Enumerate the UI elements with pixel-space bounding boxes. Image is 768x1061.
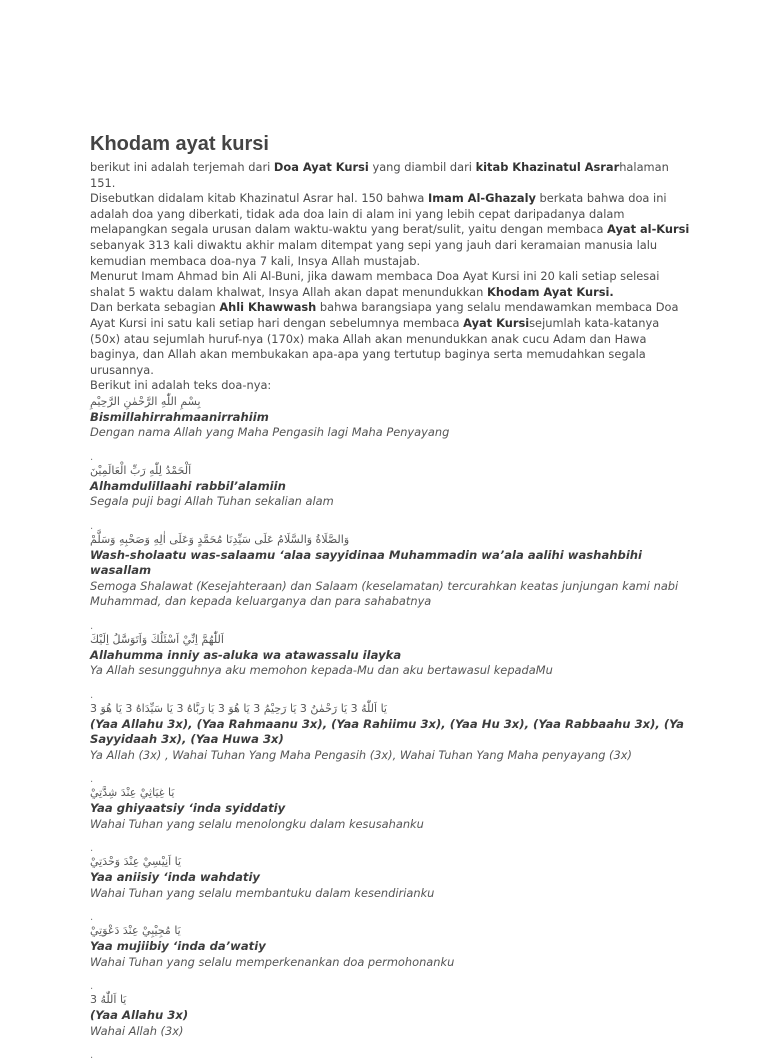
- separator-dot: .: [90, 981, 94, 993]
- prayer-entry: [90, 923, 690, 970]
- intro-text: sebanyak 313 kali diwaktu akhir malam ditempat yang sepi yang jauh dari keramaian manusia lalu kemudian membaca doa-nya 7 kali, Insya Allah mustajab.: [90, 237, 658, 268]
- intro-text: berkata bahwa doa ini adalah doa yang diberkati, tidak ada doa lain di alam ini yang lebih cepat daripadanya dalam melapangkan segala urusan dalam waktu-waktu yang berat/sulit, yaitu dengan membaca: [90, 191, 667, 237]
- translation: Segala puji bagi Allah Tuhan sekalian alam: [90, 494, 334, 509]
- arabic-text: يَا اَنِيْسِيْ عِنْدَ وَحْدَتِيْ: [90, 855, 182, 869]
- transliteration: Yaa mujiibiy ‘inda da’watiy: [90, 939, 266, 954]
- prayer-entry: [90, 854, 690, 901]
- prayer-entry: [90, 632, 690, 679]
- translation: Dengan nama Allah yang Maha Pengasih lagi Maha Penyayang: [90, 425, 450, 440]
- translation: Ya Allah (3x) , Wahai Tuhan Yang Maha Pengasih (3x), Wahai Tuhan Yang Maha penyayang (3x): [90, 747, 632, 762]
- arabic-text: يَا اَللّٰهُ 3 يَا رَحْمٰنُ 3 يَا رَحِيْمُ 3 يَا هُوَ 3 يَا رَبَّاهُ 3 يَا سَيِّدَاهُ 3 يَا هُوَ 3: [90, 701, 387, 715]
- separator-dot: .: [90, 774, 94, 786]
- intro-text: Disebutkan didalam kitab Khazinatul Asrar hal. 150 bahwa: [90, 191, 429, 206]
- arabic-text: اَلْحَمْدُ لِلّٰهِ رَبِّ الْعَالَمِيْنَ: [90, 463, 192, 477]
- translation: Wahai Tuhan yang selalu menolongku dalam kesusahanku: [90, 816, 424, 831]
- intro-text: berikut ini adalah terjemah dari: [90, 160, 274, 174]
- intro-paragraph-1: [90, 160, 690, 191]
- intro-text: sejumlah kata-katanya (50x) atau sejumlah huruf-nya (170x) maka Allah akan menundukkan anak cucu Adam dan Hawa baginya, dan Allah akan membukakan apa-apa yang tertutup baginya serta memudahkan segala urusannya.: [90, 315, 660, 377]
- transliteration: Yaa aniisiy ‘inda wahdatiy: [90, 870, 260, 885]
- intro-text: yang diambil dari: [368, 160, 476, 174]
- arabic-text: بِسْمِ اللّٰهِ الرَّحْمٰنِ الرَّحِيْمِ: [90, 394, 201, 408]
- intro-text: Menurut Imam Ahmad bin Ali Al-Buni, jika dawam membaca Doa Ayat Kursi ini 20 kali setiap selesai shalat 5 waktu dalam khalwat, Insya Allah akan dapat menundukkan: [90, 269, 660, 299]
- intro-paragraph-5: Berikut ini adalah teks doa-nya:: [90, 378, 272, 393]
- separator-dot: .: [90, 620, 94, 632]
- prayer-entries: [90, 394, 690, 1061]
- transliteration: Wash-sholaatu was-salaamu ‘alaa sayyidinaa Muhammadin wa’ala aalihi washahbihi wasallam: [90, 547, 643, 578]
- arabic-text: يَا غِيَاثِيْ عِنْدَ شِدَّتِيْ: [90, 786, 175, 800]
- intro-paragraph-3: [90, 269, 690, 300]
- arabic-text: يَا مُجِيْبِيْ عِنْدَ دَعْوَتِيْ: [90, 924, 181, 938]
- transliteration: Bismillahirrahmaanirrahiim: [90, 409, 269, 424]
- prayer-entry: [90, 992, 690, 1039]
- intro-bold: Ayat Kursi: [463, 315, 530, 330]
- intro-text: Dan berkata sebagian: [90, 300, 220, 315]
- intro-paragraph-4: [90, 300, 690, 378]
- transliteration: (Yaa Allahu 3x): [90, 1008, 189, 1023]
- page-title: Khodam ayat kursi: [90, 133, 269, 155]
- prayer-entry: [90, 701, 690, 764]
- intro-text: bahwa barangsiapa yang selalu mendawamkan membaca Doa Ayat Kursi ini satu kali setiap hari dengan sebelumnya membaca: [90, 300, 679, 330]
- intro-bold: kitab Khazinatul Asrar: [475, 160, 620, 174]
- transliteration: Allahumma inniy as-aluka wa atawassalu ilayka: [90, 647, 402, 662]
- prayer-entry: [90, 394, 690, 441]
- separator-dot: .: [90, 843, 94, 855]
- intro-bold: Khodam Ayat Kursi.: [487, 284, 614, 299]
- translation: Wahai Allah (3x): [90, 1023, 184, 1038]
- translation: Wahai Tuhan yang selalu membantuku dalam kesendirianku: [90, 885, 435, 900]
- transliteration: (Yaa Allahu 3x), (Yaa Rahmaanu 3x), (Yaa Rahiimu 3x), (Yaa Hu 3x), (Yaa Rabbaahu 3x), (Ya Sayyidaah 3x), (Yaa Huwa 3x): [90, 716, 684, 747]
- separator-dot: .: [90, 1050, 94, 1061]
- separator-dot: .: [90, 689, 94, 701]
- translation: Semoga Shalawat (Kesejahteraan) dan Salaam (keselamatan) tercurahkan keatas junjungan kami nabi Muhammad, dan kepada keluarganya dan para sahabatnya: [90, 578, 679, 609]
- arabic-text: اَللّٰهُمَّ اِنِّيْ اَسْئَلُكَ وَاَتَوَسَّلُ اِلَيْكَ: [90, 632, 224, 646]
- separator-dot: .: [90, 451, 94, 463]
- document-page: [90, 132, 690, 1061]
- intro-bold: Doa Ayat Kursi: [273, 160, 369, 174]
- arabic-text: يَا اَللّٰهُ 3: [90, 993, 127, 1007]
- separator-dot: .: [90, 912, 94, 924]
- prayer-entry: [90, 785, 690, 832]
- arabic-text: وَالصَّلَاةُ وَالسَّلَامُ عَلَى سَيِّدِنَا مُحَمَّدٍ وَعَلَى اٰلِهِ وَصَحْبِهِ وَسَلَّمْ: [90, 532, 350, 546]
- transliteration: Yaa ghiyaatsiy ‘inda syiddatiy: [90, 801, 286, 816]
- prayer-entry: [90, 532, 690, 610]
- translation: Ya Allah sesungguhnya aku memohon kepada-Mu dan aku bertawasul kepadaMu: [90, 663, 553, 678]
- separator-dot: .: [90, 520, 94, 532]
- translation: Wahai Tuhan yang selalu memperkenankan doa permohonanku: [90, 954, 455, 969]
- intro-section: [90, 160, 690, 394]
- intro-text: halaman 151.: [90, 160, 669, 190]
- intro-bold: Ahli Khawwash: [219, 300, 317, 315]
- intro-paragraph-2: [90, 191, 690, 269]
- transliteration: Alhamdulillaahi rabbil’alamiin: [90, 478, 286, 493]
- intro-bold: Imam Al-Ghazaly: [428, 191, 536, 206]
- prayer-entry: [90, 463, 690, 510]
- intro-bold: Ayat al-Kursi: [607, 222, 690, 237]
